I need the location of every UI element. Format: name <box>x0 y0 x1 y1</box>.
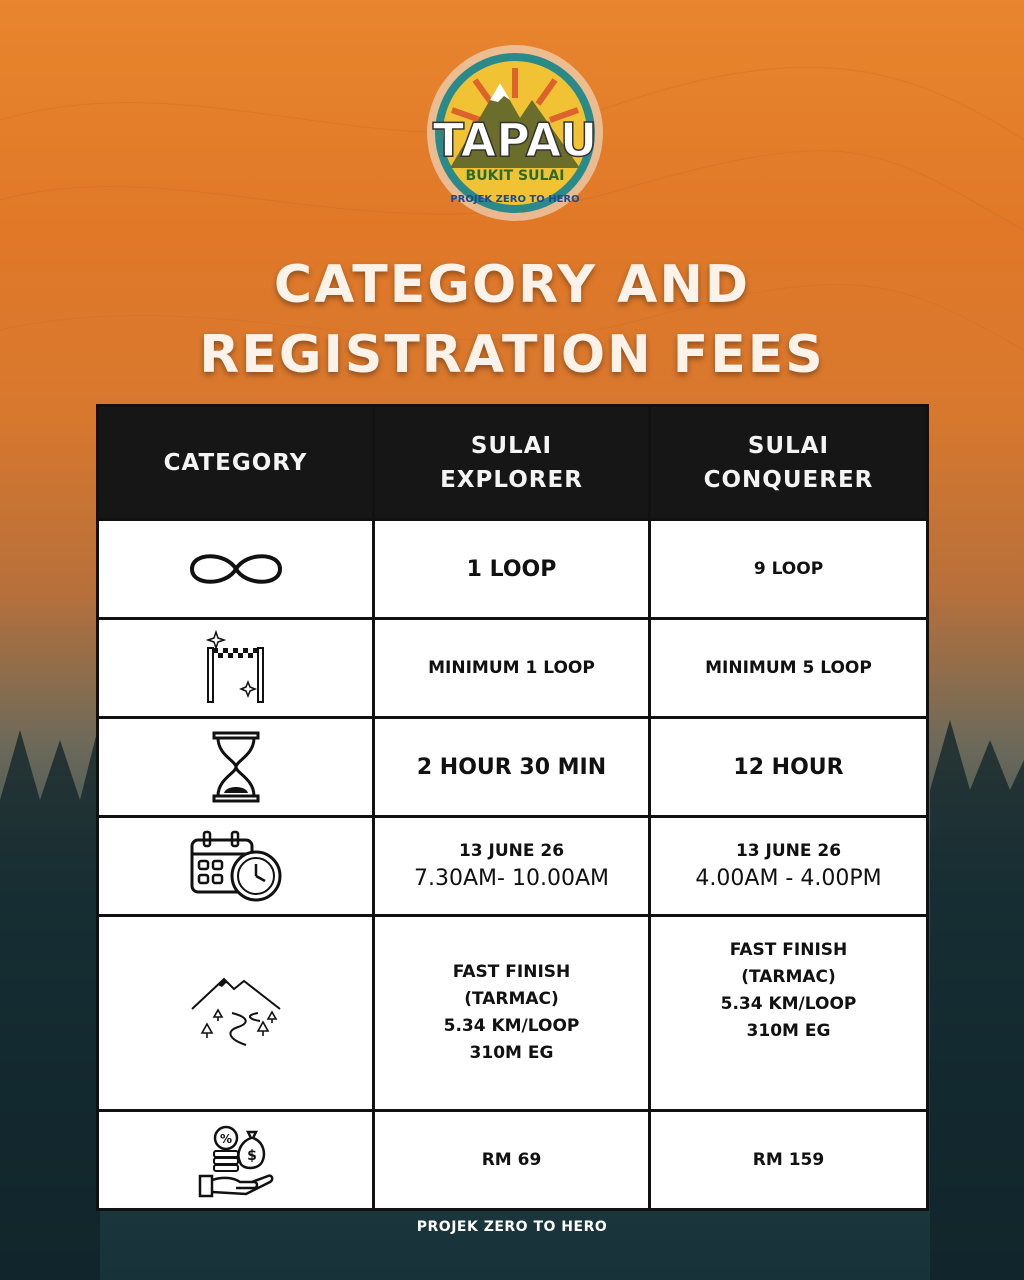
header-explorer <box>374 406 650 520</box>
calendar-clock-icon <box>186 830 286 902</box>
conquerer-route-line3: 5.34 KM/LOOP <box>720 994 857 1014</box>
header-conquerer <box>650 406 928 520</box>
infinity-icon <box>186 544 286 594</box>
header-conquerer-line2: CONQUERER <box>703 466 874 493</box>
explorer-route-line4: 310M EG <box>469 1043 554 1063</box>
logo-location: BUKIT SULAI <box>465 168 565 184</box>
svg-text:$: $ <box>246 1148 257 1164</box>
row-icon-cell <box>98 916 374 1111</box>
logo-tagline: PROJEK ZERO TO HERO <box>450 194 580 205</box>
row-icon-cell <box>98 1111 374 1210</box>
table-row <box>98 718 928 817</box>
table-row <box>98 916 928 1111</box>
title-line-1: CATEGORY AND <box>273 255 751 315</box>
table-row <box>98 817 928 916</box>
header-conquerer-line1: SULAI <box>747 432 830 459</box>
logo-wordmark: TAPAU <box>432 113 598 167</box>
explorer-route-line3: 5.34 KM/LOOP <box>443 1016 580 1036</box>
explorer-cutoff: 2 HOUR 30 MIN <box>374 718 650 817</box>
conquerer-fee: RM 159 <box>650 1111 928 1210</box>
page-title <box>0 250 1024 390</box>
conquerer-time: 4.00AM - 4.00PM <box>695 866 882 891</box>
table-row <box>98 520 928 619</box>
explorer-loops: 1 LOOP <box>374 520 650 619</box>
row-icon-cell <box>98 619 374 718</box>
conquerer-minimum: MINIMUM 5 LOOP <box>650 619 928 718</box>
tapau-logo <box>420 38 610 228</box>
explorer-date: 13 JUNE 26 <box>458 841 565 861</box>
explorer-time: 7.30AM- 10.00AM <box>414 866 609 891</box>
table-row <box>98 1111 928 1210</box>
money-hand-icon <box>196 1120 276 1200</box>
row-icon-cell <box>98 520 374 619</box>
explorer-route-line1: FAST FINISH <box>452 962 571 982</box>
explorer-route <box>374 916 650 1111</box>
category-fees-table <box>96 404 929 1211</box>
hourglass-icon <box>206 731 266 803</box>
title-line-2: REGISTRATION FEES <box>199 325 825 385</box>
conquerer-route-line1: FAST FINISH <box>729 940 848 960</box>
conquerer-schedule <box>650 817 928 916</box>
conquerer-route <box>650 916 928 1111</box>
row-icon-cell <box>98 817 374 916</box>
explorer-fee: RM 69 <box>374 1111 650 1210</box>
conquerer-loops: 9 LOOP <box>650 520 928 619</box>
finish-line-icon <box>196 630 276 706</box>
explorer-route-line2: (TARMAC) <box>464 989 559 1009</box>
header-category: CATEGORY <box>98 406 374 520</box>
mountain-trail-icon <box>188 973 284 1053</box>
table-row <box>98 619 928 718</box>
header-explorer-line2: EXPLORER <box>440 466 583 493</box>
row-icon-cell <box>98 718 374 817</box>
explorer-schedule <box>374 817 650 916</box>
svg-text:%: % <box>219 1132 232 1146</box>
header-explorer-line1: SULAI <box>470 432 553 459</box>
table-header-row <box>98 406 928 520</box>
conquerer-route-line4: 310M EG <box>746 1021 831 1041</box>
conquerer-route-line2: (TARMAC) <box>741 967 836 987</box>
conquerer-cutoff: 12 HOUR <box>650 718 928 817</box>
footer-text: PROJEK ZERO TO HERO <box>416 1219 608 1235</box>
conquerer-date: 13 JUNE 26 <box>735 841 842 861</box>
explorer-minimum: MINIMUM 1 LOOP <box>374 619 650 718</box>
